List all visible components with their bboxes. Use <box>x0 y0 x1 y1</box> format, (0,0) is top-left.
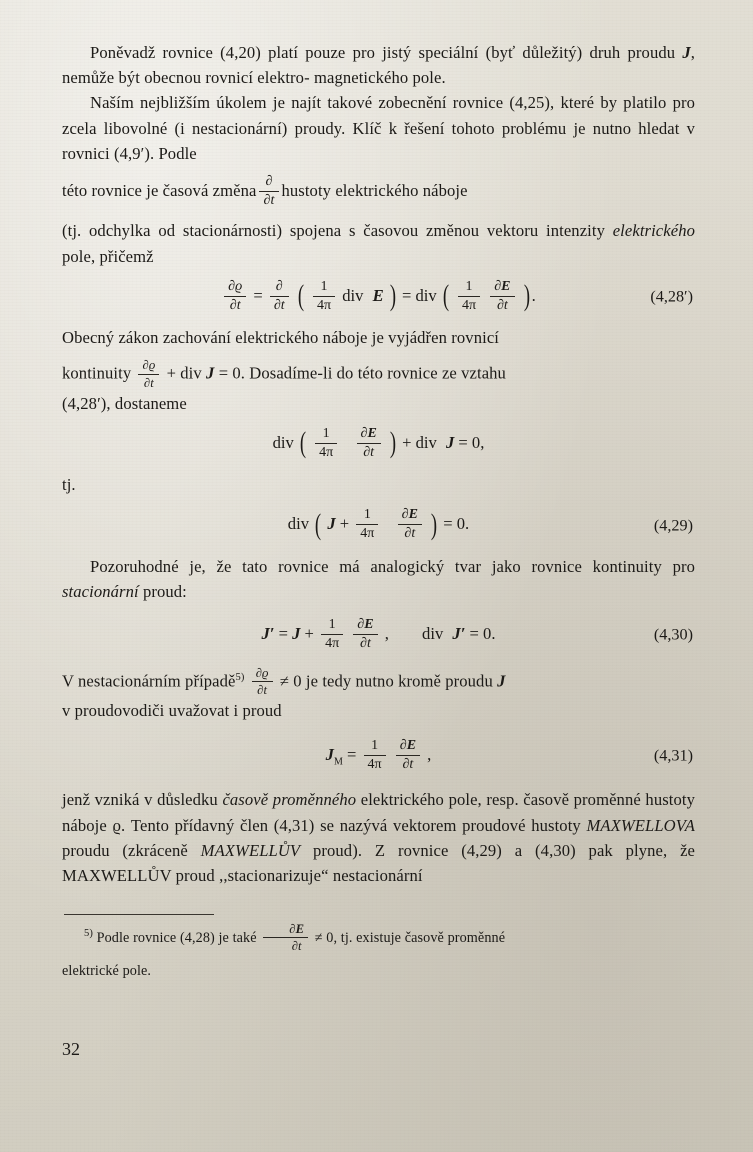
partial-2: ∂ <box>229 297 237 313</box>
fourpi-5: 4π <box>325 635 340 651</box>
field-E-6: E <box>406 737 417 753</box>
frac-dE-dt-footnote <box>263 922 308 953</box>
tj-label: tj. <box>62 475 76 495</box>
open-paren-1: ( <box>297 279 304 313</box>
footnote-text-c: elektrické pole. <box>62 963 152 980</box>
paragraph-2b <box>62 175 695 209</box>
paragraph-3b-text-end: = 0. Dosadíme-li do této rovnice ze vztahu <box>218 363 506 383</box>
t-8: t <box>263 682 268 697</box>
one-5: 1 <box>328 617 336 633</box>
fraction-dpartial-dt <box>259 174 278 208</box>
equation-4-28-prime-body: $\frac{\partial ϱ}{\partial t}$ = $\frac{\partial}{\partial t}$ ( $\frac{1}{4\pi}$ div E ) = div ( $\frac{1}{4\pi}$ $\frac{\partial E}{\partial t}$ ) . <box>221 280 536 314</box>
footnote-reference-5: 5) <box>235 671 245 683</box>
frac-one-fourpi-3 <box>315 426 337 460</box>
frac-dE-dt-3 <box>398 507 422 541</box>
frac-one-fourpi-6 <box>364 738 386 772</box>
frac-one-fourpi-1 <box>313 279 335 313</box>
open-paren-4: ( <box>315 507 322 541</box>
close-paren-2: ) <box>523 279 530 313</box>
equation-div-unnumbered <box>62 427 695 461</box>
paragraph-4 <box>62 554 695 604</box>
t-5: t <box>370 444 375 460</box>
paragraph-5b <box>62 698 695 723</box>
paragraph-2-text: Naším nejbližším úkolem je najít takové zobecnění rovnice (4,25), které by platilo pro zcela libovolné (i nestacionární) proudy. Klíč k řešení tohoto problému je nutno hledat v rovnici (4,9′). Podle <box>62 93 695 163</box>
t-6: t <box>411 526 416 542</box>
paragraph-3b <box>62 359 695 390</box>
equation-number-4-28-prime: (4,28′) <box>650 287 693 306</box>
t-10: t <box>298 939 302 954</box>
rho-1: ϱ <box>235 278 243 294</box>
partial-15: ∂ <box>255 665 263 680</box>
one-6: 1 <box>371 737 379 753</box>
paragraph-6-text-d: proud). Z rovnice (4,29) a (4,30) pak plyne, že MAXWELLŮV proud ,,stacionarizuje“ nestacionární <box>62 840 696 885</box>
symbol-current-J-5: J <box>292 624 301 644</box>
paragraph-5 <box>62 667 695 698</box>
field-E-5: E <box>364 617 374 633</box>
frac-dE-dt-2 <box>357 426 381 460</box>
paragraph-2c-text: (tj. odchylka od stacionárnosti) spojena s časovou změnou vektoru intenzity <box>62 221 613 241</box>
paragraph-4-text: Pozoruhodné je, že tato rovnice má analogický tvar jako rovnice kontinuity pro <box>90 556 695 576</box>
page-number: 32 <box>62 1039 80 1059</box>
equation-4-28-prime <box>62 280 695 314</box>
paragraph-6-text-a: jenž vzniká v důsledku <box>62 790 223 810</box>
paragraph-6-emphasis-2: MAXWELLOVA <box>586 815 695 835</box>
div-operator-5: div <box>287 514 310 534</box>
one-3: 1 <box>322 425 330 441</box>
subscript-M: M <box>333 756 343 768</box>
partial-16: ∂ <box>257 682 264 697</box>
one-2: 1 <box>465 278 473 294</box>
footnote-text-b: ≠ 0, tj. existuje časově proměnné <box>314 930 506 947</box>
close-paren-1: ) <box>389 279 396 313</box>
partial-13: ∂ <box>357 617 365 633</box>
div-operator-2: div <box>415 285 437 305</box>
frac-dE-dt-1 <box>490 279 514 313</box>
paragraph-1-line-2-end: , nemůže být obecnou rovnicí elektro- <box>62 43 695 88</box>
one-1: 1 <box>320 278 328 294</box>
paragraph-2b-text: této rovnice je časová změna <box>62 181 257 201</box>
symbol-current-J-prime-2: J′ <box>452 624 466 644</box>
paragraph-3b-text: kontinuity <box>62 363 132 383</box>
partial-10: ∂ <box>363 444 371 460</box>
div-operator-6: div <box>422 624 444 644</box>
t-7: t <box>366 635 371 651</box>
partial-14: ∂ <box>360 635 367 651</box>
paragraph-2c <box>62 218 695 268</box>
div-operator-1: div <box>342 285 364 305</box>
close-paren-3: ) <box>389 426 397 460</box>
partial-9: ∂ <box>360 425 368 441</box>
frac-one-fourpi-4 <box>356 507 378 541</box>
footnote-divider <box>64 914 214 915</box>
paragraph-5b-text: v proudovodiči uvažovat i proud <box>62 700 282 720</box>
partial-5: ∂ <box>494 278 502 294</box>
equation-number-4-31: (4,31) <box>653 746 693 765</box>
paragraph-5-text-end: ≠ 0 je tedy nutno kromě proudu <box>279 670 493 690</box>
paragraph-3c-text: (4,28′), dostaneme <box>62 393 187 413</box>
paragraph-4-text-end: proud: <box>138 581 187 601</box>
fourpi-2: 4π <box>462 297 477 313</box>
page-content <box>62 40 695 983</box>
paragraph-6-emphasis-3: MAXWELLŮV <box>200 840 301 860</box>
symbol-current-J-2: J <box>206 363 215 383</box>
frac-one-fourpi-5 <box>321 617 343 651</box>
paragraph-2b-text-end: hustoty elektrického náboje <box>281 181 468 201</box>
paragraph-4-emphasis: stacionární <box>62 581 139 601</box>
fourpi-6: 4π <box>367 756 382 772</box>
paragraph-6-emphasis-1: časově proměnného <box>222 790 357 810</box>
symbol-current-J-prime-1: J′ <box>261 624 275 644</box>
close-paren-4: ) <box>430 507 438 541</box>
paragraph-2c-text-end: pole, přičemž <box>62 246 154 266</box>
t-9: t <box>409 756 414 772</box>
partial-7: ∂ <box>142 358 149 373</box>
symbol-current-J-M: J <box>325 744 334 764</box>
paragraph-2 <box>62 90 695 166</box>
equation-4-30 <box>62 618 695 652</box>
field-E-4: E <box>408 507 418 523</box>
symbol-current-J: J <box>682 43 691 62</box>
open-paren-2: ( <box>442 279 449 313</box>
paragraph-3-text: Obecný zákon zachování elektrického náboje je vyjádřen rovnicí <box>62 328 499 348</box>
footnote-5-line-2 <box>62 960 695 983</box>
paragraph-1-line-2: důležitý) druh proudu <box>522 43 683 62</box>
equation-4-31 <box>62 739 695 773</box>
paragraph-6-text-b: elektrického pole, resp. časově proměnné hustoty náboje ϱ. Tento přídavný člen (4,31) se nazývá vektorem proudové hustoty <box>62 790 695 835</box>
partial-17: ∂ <box>399 737 407 753</box>
partial-11: ∂ <box>401 507 409 523</box>
fourpi-1: 4π <box>316 297 332 313</box>
paragraph-6-text-c: proudu (zkráceně <box>62 840 201 860</box>
div-operator-3: div <box>272 432 294 452</box>
equation-4-31-body: $J_M$ = $\frac{1}{4\pi}$ $\frac{\partial E}{\partial t}$ , <box>325 737 432 772</box>
paragraph-3b-div: + div <box>166 363 202 383</box>
equation-4-29-body: div ( J + $\frac{1}{4\pi}$ $\frac{\partial E}{\partial t}$ ) = 0. <box>287 507 470 542</box>
equation-number-4-30: (4,30) <box>653 625 693 644</box>
field-E-1: E <box>372 285 384 305</box>
t-4: t <box>150 375 154 390</box>
equation-number-4-29: (4,29) <box>653 516 693 535</box>
partial-12: ∂ <box>404 526 412 542</box>
partial-3: ∂ <box>275 278 283 294</box>
footnote-text-a: Podle rovnice (4,28) je také <box>96 930 257 947</box>
partial-symbol: ∂ <box>265 174 273 190</box>
frac-one-fourpi-2 <box>458 279 480 313</box>
equation-4-30-body: J′ = J + $\frac{1}{4\pi}$ $\frac{\partial E}{\partial t}$ , div J′ = 0. <box>261 617 496 651</box>
one-4: 1 <box>363 507 371 523</box>
frac-drho-dt <box>224 279 246 313</box>
paragraph-3c <box>62 391 695 416</box>
time-symbol: t <box>270 192 275 208</box>
footnote-marker: 5) <box>84 928 93 940</box>
div-operator-4: div <box>415 432 437 452</box>
partial-20: ∂ <box>291 939 299 954</box>
frac-drho-dt-inline-2 <box>252 666 273 697</box>
field-E-7: E <box>295 922 305 937</box>
frac-dE-dt-4 <box>353 617 377 651</box>
equation-4-29 <box>62 508 695 542</box>
paragraph-1-line-3: magnetického pole. <box>313 68 446 88</box>
partial-4: ∂ <box>273 297 281 313</box>
field-E-2: E <box>501 278 511 294</box>
rho-2: ϱ <box>148 358 156 373</box>
frac-drho-dt-inline <box>138 358 159 389</box>
rho-3: ϱ <box>262 665 269 680</box>
paragraph-tj <box>62 472 695 497</box>
paragraph-3 <box>62 325 695 350</box>
paragraph-5-text: V nestacionárním případě <box>62 670 236 690</box>
equation-div-unnumbered-body: div ( $\frac{1}{4\pi}$ $\frac{\partial E}{\partial t}$ ) + div J = 0, <box>272 425 485 460</box>
paragraph-1-line-1: Poněvadž rovnice (4,20) platí pouze pro jistý speciální (byť <box>90 43 516 62</box>
symbol-current-J-6: J <box>497 670 506 690</box>
frac-d-dt-1 <box>270 279 289 313</box>
partial-6: ∂ <box>496 297 504 313</box>
footnote-5 <box>62 923 695 954</box>
partial-19: ∂ <box>289 922 296 937</box>
fourpi-3: 4π <box>319 444 334 460</box>
t-3: t <box>503 297 508 313</box>
fourpi-4: 4π <box>360 526 375 542</box>
partial-18: ∂ <box>402 756 410 772</box>
t-1: t <box>236 297 241 313</box>
field-E-3: E <box>367 425 377 441</box>
partial-symbol-2: ∂ <box>263 192 271 208</box>
symbol-current-J-3: J <box>445 432 455 452</box>
frac-dE-dt-5 <box>396 738 420 772</box>
symbol-current-J-4: J <box>327 514 336 534</box>
partial-8: ∂ <box>143 375 151 390</box>
partial-1: ∂ <box>228 278 236 294</box>
paragraph-1 <box>62 40 695 90</box>
paragraph-6 <box>62 787 695 888</box>
open-paren-3: ( <box>299 426 307 460</box>
paragraph-2c-emphasis: elektrického <box>612 221 695 241</box>
t-2: t <box>280 297 285 313</box>
